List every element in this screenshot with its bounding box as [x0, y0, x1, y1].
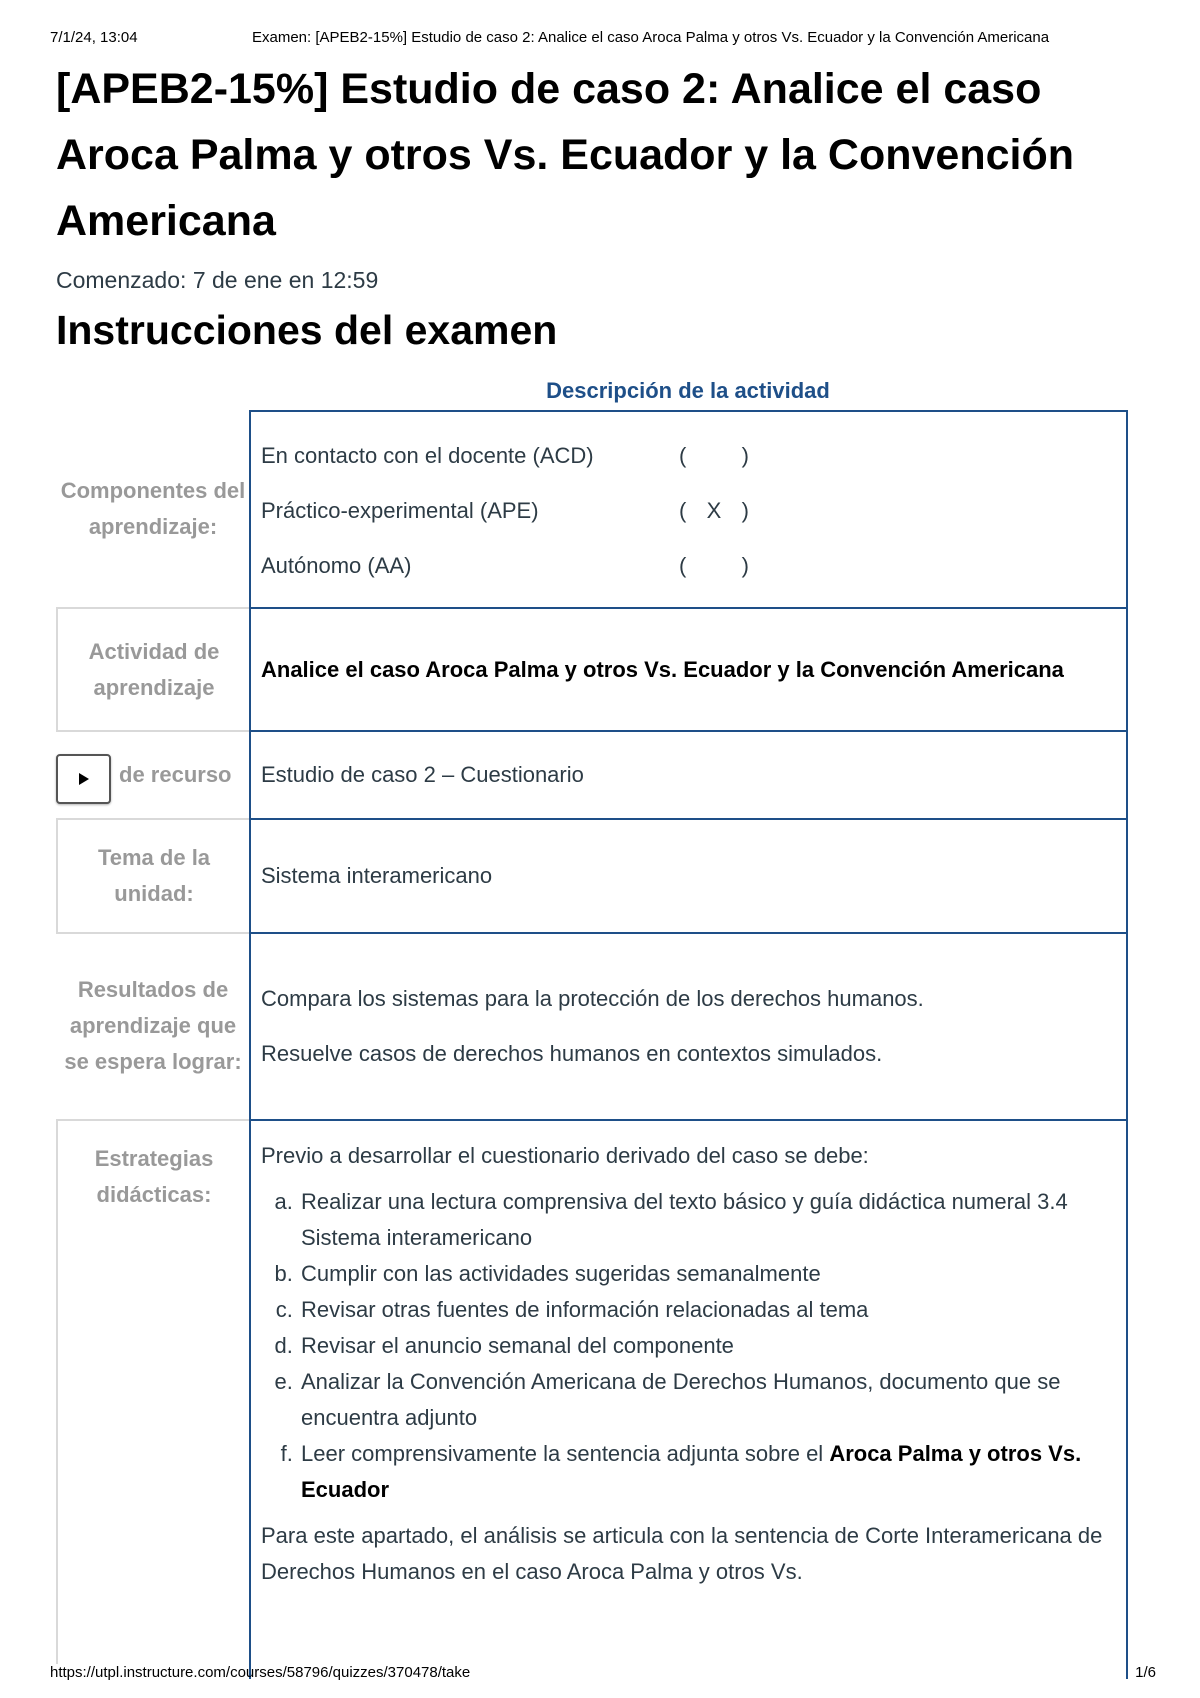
print-header	[0, 29, 1200, 49]
component-name: Práctico-experimental (APE)	[261, 497, 539, 523]
component-mark: ( X )	[679, 497, 749, 523]
strategy-item: e. Analizar la Convención Americana de Derechos Humanos, documento que se encuentra adjunto	[299, 1364, 1116, 1436]
started-value: 7 de ene en 12:59	[192, 267, 379, 293]
print-page-title: Examen: [APEB2-15%] Estudio de caso 2: Analice el caso Aroca Palma y otros Vs. Ecuador y la Convención Americana	[252, 29, 1050, 46]
component-row	[261, 483, 1116, 538]
activity-cell	[249, 607, 1128, 732]
strategy-item: d. Revisar el anuncio semanal del componente	[299, 1328, 1116, 1364]
component-mark: ( )	[679, 552, 749, 578]
page-url: https://utpl.instructure.com/courses/58796/quizzes/370478/take	[50, 1664, 471, 1681]
instructions-heading: Instrucciones del examen	[56, 307, 558, 353]
resource-cell	[249, 730, 1128, 820]
unit-topic-label: Tema de la unidad:	[56, 818, 250, 934]
component-row	[261, 538, 1116, 593]
play-icon	[79, 773, 89, 785]
case-name: Aroca Palma y otros Vs. Ecuador	[301, 1441, 1082, 1502]
activity-value: Analice el caso Aroca Palma y otros Vs. Ecuador y la Convención Americana	[261, 656, 1064, 682]
strategies-label: Estrategias didácticas:	[56, 1119, 250, 1664]
unit-topic-value: Sistema interamericano	[261, 863, 493, 888]
strategies-list	[261, 1184, 1116, 1508]
strategies-cell	[249, 1119, 1128, 1679]
unit-topic-cell	[249, 818, 1128, 934]
strategy-item: c. Revisar otras fuentes de información relacionadas al tema	[299, 1292, 1116, 1328]
print-date: 7/1/24, 13:04	[50, 29, 138, 46]
component-name: Autónomo (AA)	[261, 552, 412, 578]
outcome-item: Resuelve casos de derechos humanos en contextos simulados.	[261, 1041, 883, 1066]
outcomes-label: Resultados de aprendizaje que se espera lograr:	[64, 976, 242, 1074]
component-mark: ( )	[679, 442, 749, 468]
component-row	[261, 428, 1116, 483]
resource-label: de recurso	[119, 762, 232, 787]
started-label: Comenzado:	[56, 267, 187, 293]
strategy-item: f. Leer comprensivamente la sentencia adjunta sobre el Aroca Palma y otros Vs. Ecuador	[299, 1436, 1116, 1508]
play-button[interactable]	[56, 754, 111, 804]
strategy-item: b. Cumplir con las actividades sugeridas semanalmente	[299, 1256, 1116, 1292]
outcomes-cell	[249, 932, 1128, 1121]
resource-value: Estudio de caso 2 – Cuestionario	[261, 762, 584, 787]
strategies-intro: Previo a desarrollar el cuestionario derivado del caso se debe:	[261, 1143, 869, 1168]
outcome-item: Compara los sistemas para la protección de los derechos humanos.	[261, 986, 924, 1011]
components-cell	[249, 410, 1128, 609]
strategy-item: a. Realizar una lectura comprensiva del texto básico y guía didáctica numeral 3.4 Sistema interamericano	[299, 1184, 1116, 1256]
page-number: 1/6	[1135, 1664, 1156, 1681]
table-caption: Descripción de la actividad	[546, 378, 830, 403]
page-title: [APEB2-15%] Estudio de caso 2: Analice el caso Aroca Palma y otros Vs. Ecuador y la Convención Americana	[56, 65, 1074, 245]
components-label: Componentes del aprendizaje:	[60, 477, 246, 539]
component-name: En contacto con el docente (ACD)	[261, 442, 594, 468]
strategies-closing: Para este apartado, el análisis se articula con la sentencia de Corte Interamericana de Derechos Humanos en el caso Aroca Palma y otros Vs.	[261, 1523, 1103, 1584]
started-info	[56, 267, 378, 294]
activity-label: Actividad de aprendizaje	[56, 607, 250, 732]
